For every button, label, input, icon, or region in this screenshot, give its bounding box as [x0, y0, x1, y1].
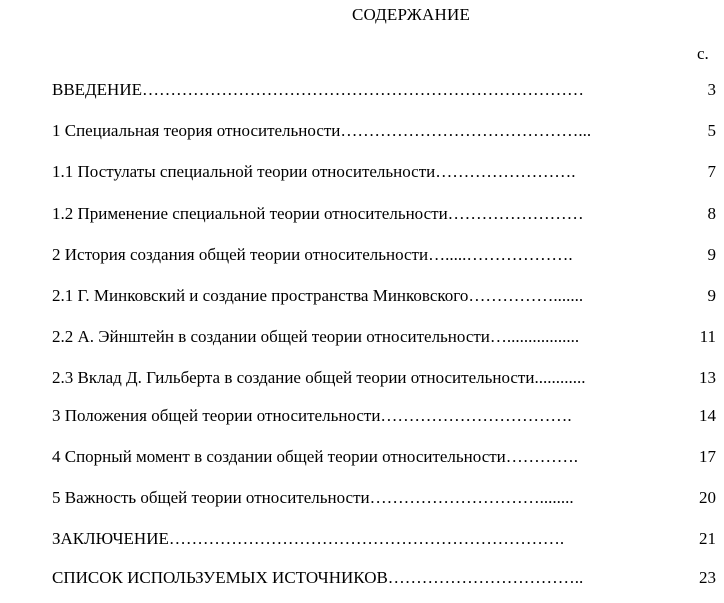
toc-entry-4	[0, 445, 724, 469]
toc-entry-page: 14	[699, 406, 716, 425]
toc-entry-page: 9	[707, 245, 716, 264]
toc-entry-text: 3 Положения общей теории относительности…………………………….	[52, 406, 572, 425]
toc-entry-page: 5	[707, 121, 716, 140]
toc-entry-1	[0, 119, 724, 143]
toc-entry-page: 3	[707, 80, 716, 99]
toc-entry-page: 11	[699, 327, 716, 346]
toc-entry-references	[0, 566, 724, 590]
toc-entry-text: ЗАКЛЮЧЕНИЕ…………………………………………………………….	[52, 529, 565, 548]
toc-entry-text: 2.2 А. Эйнштейн в создании общей теории относительности….................	[52, 327, 580, 346]
toc-entry-text: 5 Важность общей теории относительности…………………………........	[52, 488, 574, 507]
toc-entry-page: 9	[707, 286, 716, 305]
toc-entry-3	[0, 404, 724, 428]
toc-entry-text: 4 Спорный момент в создании общей теории относительности………….	[52, 447, 579, 466]
toc-entry-text: СПИСОК ИСПОЛЬЗУЕМЫХ ИСТОЧНИКОВ……………………………..	[52, 568, 584, 587]
toc-entry-conclusion	[0, 527, 724, 551]
toc-entry-text: 2.1 Г. Минковский и создание пространства Минковского…………….......	[52, 286, 584, 305]
toc-entry-page: 20	[699, 488, 716, 507]
page-column-label: с.	[697, 44, 709, 63]
toc-entry-2-2	[0, 325, 724, 349]
toc-entry-text: 2 История создания общей теории относительности….....……………….	[52, 245, 573, 264]
toc-entry-1-1	[0, 160, 724, 184]
toc-entry-text: 1 Специальная теория относительности……………………………………...	[52, 121, 592, 140]
toc-entry-text: 1.2 Применение специальной теории относительности……………………	[52, 204, 584, 223]
toc-entry-page: 23	[699, 568, 716, 587]
toc-entry-page: 17	[699, 447, 716, 466]
toc-entry-2-1	[0, 284, 724, 308]
toc-entry-2	[0, 243, 724, 267]
toc-entry-1-2	[0, 202, 724, 226]
toc-entry-text: 1.1 Постулаты специальной теории относительности…………………….	[52, 162, 576, 181]
toc-entry-5	[0, 486, 724, 510]
toc-entry-introduction	[0, 78, 724, 102]
toc-entry-page: 8	[707, 204, 716, 223]
toc-title: СОДЕРЖАНИЕ	[351, 5, 471, 24]
toc-entry-page: 13	[699, 368, 716, 387]
toc-entry-page: 7	[707, 162, 716, 181]
toc-entry-2-3	[0, 366, 724, 390]
toc-entry-text: 2.3 Вклад Д. Гильберта в создание общей теории относительности............	[52, 368, 586, 387]
toc-entry-text: ВВЕДЕНИЕ……………………………………………………………………	[52, 80, 584, 99]
toc-entry-page: 21	[699, 529, 716, 548]
